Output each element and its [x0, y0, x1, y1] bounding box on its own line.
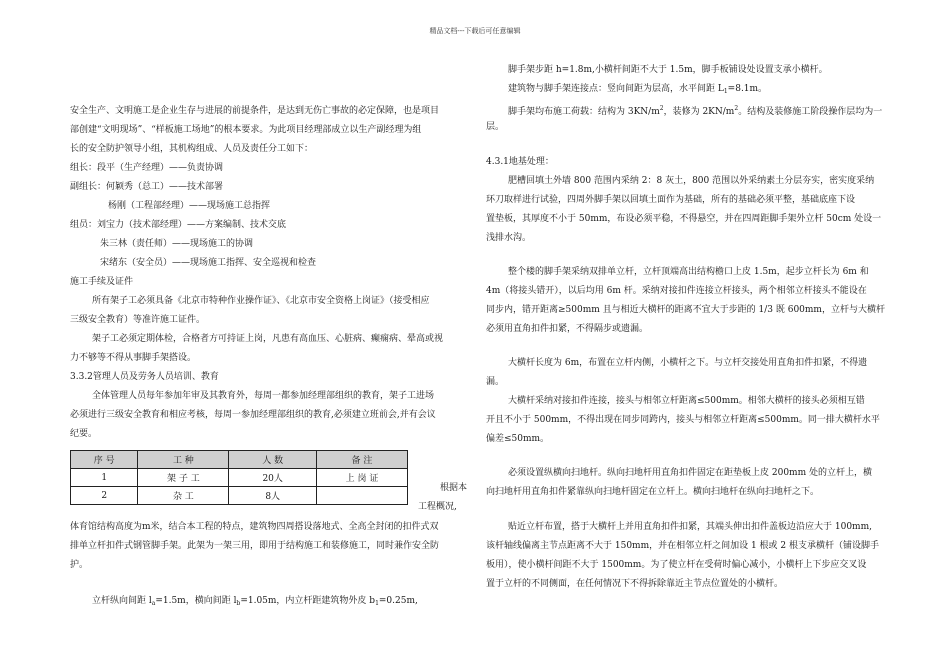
staff-table — [70, 450, 408, 505]
paragraph-line: 环刀取样进行试验，四周外脚手架以回填土面作为基础，所有的基础必须平整，基础底座下设 — [486, 195, 856, 205]
paragraph-line: 长的安全防护领导小组，其机构组成、人员及责任分工如下： — [70, 144, 314, 154]
paragraph-line: 必须设置纵横向扫地杆。纵向扫地杆用直角扣件固定在距垫板上皮 200mm 处的立杆上，横 — [508, 468, 872, 478]
page-header: 精品文档---下载后可任意编辑 — [429, 27, 521, 35]
paragraph-line: 副组长：何颖秀（总工）——技术部署 — [70, 182, 224, 192]
table-header-cell: 备 注 — [316, 451, 407, 469]
paragraph-line: 浅排水沟。 — [486, 233, 532, 243]
paragraph-line: 工程概况, — [418, 502, 457, 512]
paragraph-line: 部创建“文明现场”、“样板施工场地”的根本要求。为此项目经理部成立以生产副经理为组 — [70, 125, 422, 135]
paragraph-line: 根据本 — [440, 483, 468, 493]
paragraph-line: 肥槽回填土外墙 800 范围内采纳 2：8 灰土，800 范围以外采纳素土分层夯实，密实度采纳 — [508, 176, 875, 186]
paragraph-line: 杨刚（工程部经理）——现场施工总指挥 — [108, 201, 271, 211]
table-header-cell: 人 数 — [229, 451, 317, 469]
paragraph-line: 宋绪东（安全员）——现场施工指挥、安全巡视和检查 — [100, 258, 317, 268]
paragraph-line: 必须用直角扣件扣紧，不得隔步或遗漏。 — [486, 324, 649, 334]
paragraph-line: 漏。 — [486, 377, 505, 387]
table-cell: 杂 工 — [138, 487, 229, 505]
paragraph-line: 朱三林（责任师）——现场施工的协调 — [100, 239, 254, 249]
table-header-cell: 工 种 — [138, 451, 229, 469]
paragraph-line: 排单立杆扣件式钢管脚手架。此架为一架三用，即用于结构施工和装修施工，同时兼作安全防 — [70, 541, 440, 551]
table-cell: 上 岗 证 — [316, 469, 407, 487]
paragraph-line: 必须进行三级安全教育和相应考核，每周一参加经理部组织的教育,必须建立班前会,并有会议 — [70, 410, 436, 420]
paragraph-line: 护。 — [70, 560, 89, 570]
paragraph-line: 贴近立杆布置，搭于大横杆上并用直角扣件扣紧，其端头伸出扣件盖板边沿应大于 100mm, — [508, 522, 872, 532]
paragraph-line: 架子工必须定期体检，合格者方可持证上岗，凡患有高血压、心脏病、癫痫病、晕高或视 — [92, 334, 444, 344]
table-header-row — [71, 451, 408, 469]
paragraph-line: 开且不小于 500mm，不得出现在同步同跨内，接头与相邻立杆距离≤500mm。同一排大横杆水平 — [486, 415, 880, 425]
table-cell — [316, 487, 407, 505]
paragraph-line: 安全生产、文明施工是企业生存与进展的前提条件，是达到无伤亡事故的必定保障，也是项目 — [70, 106, 440, 116]
paragraph-line: 立杆纵向间距 $l_a=1.5m$，横向间距 $l_b=1.05m$，内立杆距建筑物外皮 $b_1=0.25m$, — [92, 596, 418, 607]
paragraph-line: 纪要。 — [70, 429, 98, 439]
section-heading: 施工手续及证件 — [70, 277, 134, 287]
paragraph-line: 4m（将接头错开），以后均用 6m 杆。采纳对接扣件连接立杆接头，两个相邻立杆接头不能设在 — [486, 286, 867, 296]
section-heading: 3.3.2管理人员及劳务人员培训、教育 — [70, 372, 219, 382]
paragraph-line: 脚手架均布施工荷载：结构为 $3KN/m^2$，装修为 $2KN/m^2$。结构及装修施工阶段操作层均为一 — [508, 105, 883, 117]
paragraph-line: 组员：刘宝力（技术部经理）——方案编制、技术交底 — [70, 220, 287, 230]
paragraph-line: 组长：段平（生产经理）——负责协调 — [70, 163, 224, 173]
table-header-cell: 序 号 — [71, 451, 138, 469]
table-row — [71, 469, 408, 487]
section-heading: 4.3.1地基处理： — [486, 157, 554, 167]
paragraph-line: 偏差≤50mm。 — [486, 434, 550, 444]
table-cell: 1 — [71, 469, 138, 487]
paragraph-line: 建筑物与脚手架连接点：竖向间距为层高，水平间距 $L_1=8.1m$。 — [508, 84, 768, 95]
table-cell: 架 子 工 — [138, 469, 229, 487]
paragraph-line: 脚手架步距 h=1.8m,小横杆间距不大于 1.5m，脚手板铺设处设置支承小横杆。 — [508, 65, 828, 75]
table-cell: 2 — [71, 487, 138, 505]
paragraph-line: 该杆轴线偏离主节点距离不大于 150mm，并在相邻立杆之间加设 1 根或 2 根支承横杆（铺设脚手 — [486, 541, 880, 551]
paragraph-line: 大横杆采纳对接扣件连接，接头与相邻立杆距离≤500mm。相邻大横杆的接头必须相互错 — [508, 396, 865, 406]
paragraph-line: 体育馆结构高度为m米，结合本工程的特点，建筑物四周搭设落地式、全高全封闭的扣件式双 — [70, 522, 439, 532]
paragraph-line: 整个楼的脚手架采纳双排单立杆，立杆顶端高出结构檐口上皮 1.5m，起步立杆长为 6m 和 — [508, 267, 869, 277]
table-cell: 20人 — [229, 469, 317, 487]
paragraph-line: 层。 — [486, 122, 505, 132]
paragraph-line: 板用），使小横杆间距不大于 1500mm。为了使立杆在受荷时偏心减小，小横杆上下步应交叉设 — [486, 560, 867, 570]
paragraph-line: 大横杆长度为 6m，布置在立杆内侧，小横杆之下。与立杆交接处用直角扣件扣紧，不得遗 — [508, 358, 868, 368]
paragraph-line: 向扫地杆用直角扣件紧靠纵向扫地杆固定在立杆上。横向扫地杆在纵向扫地杆之下。 — [486, 487, 820, 497]
paragraph-line: 三级安全教育）等准许施工证件。 — [70, 315, 206, 325]
paragraph-line: 力不够等不得从事脚手架搭设。 — [70, 353, 197, 363]
paragraph-line: 同步内，错开距离≥500mm 且与相近大横杆的距离不宜大于步距的 1/3 既 600mm，立杆与大横杆 — [486, 305, 885, 315]
table-cell: 8人 — [229, 487, 317, 505]
paragraph-line: 置于立杆的不同侧面，在任何情况下不得拆除靠近主节点位置处的小横杆。 — [486, 579, 784, 589]
table-row — [71, 487, 408, 505]
paragraph-line: 置垫板，其厚度不小于 50mm，布设必须平稳，不得悬空，并在四周距脚手架外立杆 50cm 处设一 — [486, 214, 882, 224]
paragraph-line: 全体管理人员每年参加年审及其教育外，每周一都参加经理部组织的教育，架子工进场 — [92, 391, 435, 401]
paragraph-line: 所有架子工必须具备《北京市特种作业操作证》、《北京市安全资格上岗证》（接受相应 — [92, 296, 430, 306]
